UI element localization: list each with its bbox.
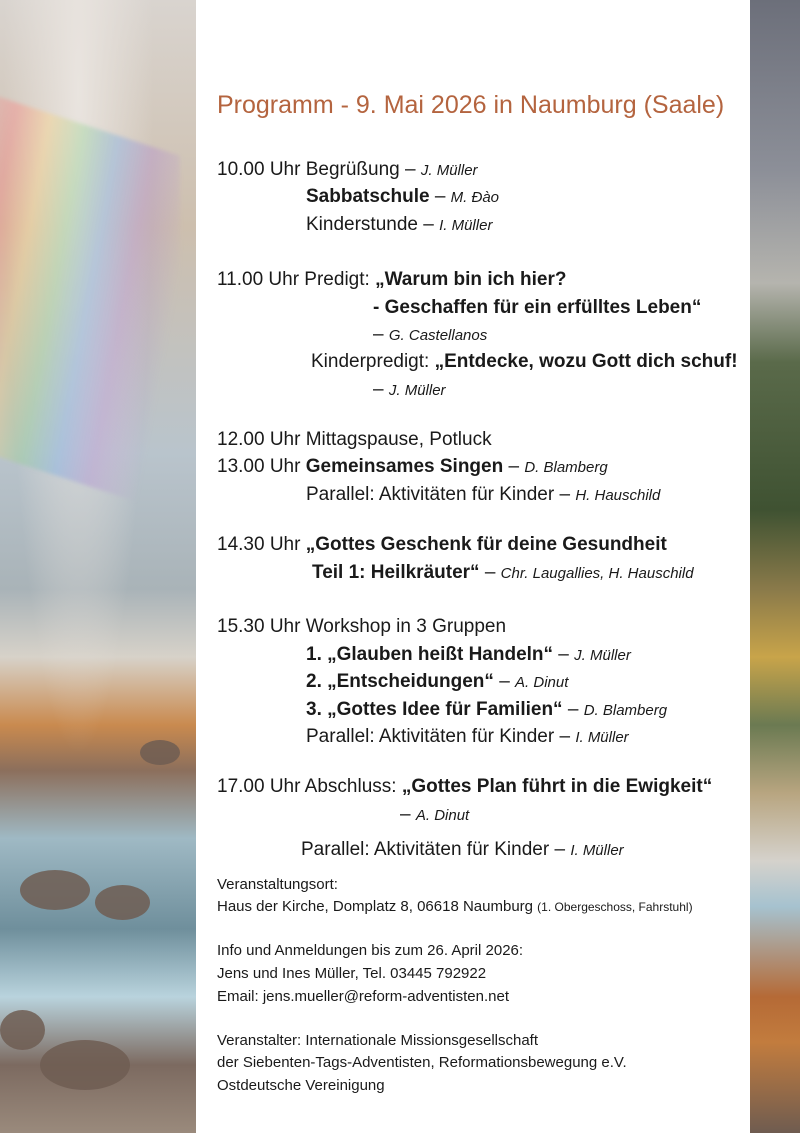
organizer-line: Veranstalter: Internationale Missionsgesellschaft bbox=[217, 1032, 539, 1049]
program-line: Sabbatschule – M. Đào bbox=[306, 186, 500, 207]
info-line: Jens und Ines Müller, Tel. 03445 792922 bbox=[217, 965, 487, 982]
program-line: 17.00 Uhr Abschluss: „Gottes Plan führt in die Ewigkeit“ bbox=[217, 776, 713, 797]
venue-address: Haus der Kirche, Domplatz 8, 06618 Naumburg (1. Obergeschoss, Fahrstuhl) bbox=[217, 898, 693, 915]
program-line: 2. „Entscheidungen“ – A. Dinut bbox=[306, 671, 569, 692]
right-watercolor-panel bbox=[750, 0, 800, 1133]
river-stone bbox=[20, 870, 90, 910]
program-line: 10.00 Uhr Begrüßung – J. Müller bbox=[217, 159, 478, 180]
program-line: 1. „Glauben heißt Handeln“ – J. Müller bbox=[306, 644, 631, 665]
river-stone bbox=[40, 1040, 130, 1090]
info-line: Info und Anmeldungen bis zum 26. April 2026: bbox=[217, 942, 524, 959]
program-line: Kinderpredigt: „Entdecke, wozu Gott dich schuf! bbox=[311, 351, 738, 372]
rainbow-illustration bbox=[0, 84, 180, 515]
program-line: 14.30 Uhr „Gottes Geschenk für deine Gesundheit bbox=[217, 534, 667, 555]
program-line: 13.00 Uhr Gemeinsames Singen – D. Blamberg bbox=[217, 456, 608, 477]
program-line: – J. Müller bbox=[373, 379, 446, 400]
program-line: 15.30 Uhr Workshop in 3 Gruppen bbox=[217, 616, 507, 637]
program-line: 12.00 Uhr Mittagspause, Potluck bbox=[217, 429, 492, 450]
river-stone bbox=[0, 1010, 45, 1050]
left-watercolor-panel bbox=[0, 0, 196, 1133]
program-line: - Geschaffen für ein erfülltes Leben“ bbox=[373, 297, 702, 318]
program-sheet bbox=[196, 0, 750, 1133]
program-line: Kinderstunde – I. Müller bbox=[306, 214, 493, 235]
program-line: – G. Castellanos bbox=[373, 324, 488, 345]
program-line: Parallel: Aktivitäten für Kinder – H. Hauschild bbox=[306, 484, 661, 505]
venue-label: Veranstaltungsort: bbox=[217, 876, 338, 893]
program-line: Parallel: Aktivitäten für Kinder – I. Müller bbox=[301, 839, 624, 860]
program-line: Teil 1: Heilkräuter“ – Chr. Laugallies, H. Hauschild bbox=[312, 562, 694, 583]
river-stone bbox=[95, 885, 150, 920]
page-title: Programm - 9. Mai 2026 in Naumburg (Saale) bbox=[217, 91, 725, 119]
info-email: Email: jens.mueller@reform-adventisten.net bbox=[217, 988, 510, 1005]
program-line: 3. „Gottes Idee für Familien“ – D. Blamberg bbox=[306, 699, 668, 720]
program-line: 11.00 Uhr Predigt: „Warum bin ich hier? bbox=[217, 269, 567, 290]
organizer-line: der Siebenten-Tags-Adventisten, Reformationsbewegung e.V. bbox=[217, 1054, 627, 1071]
river-stone bbox=[140, 740, 180, 765]
program-line: Parallel: Aktivitäten für Kinder – I. Müller bbox=[306, 726, 629, 747]
organizer-line: Ostdeutsche Vereinigung bbox=[217, 1077, 385, 1094]
program-line: – A. Dinut bbox=[400, 804, 470, 825]
